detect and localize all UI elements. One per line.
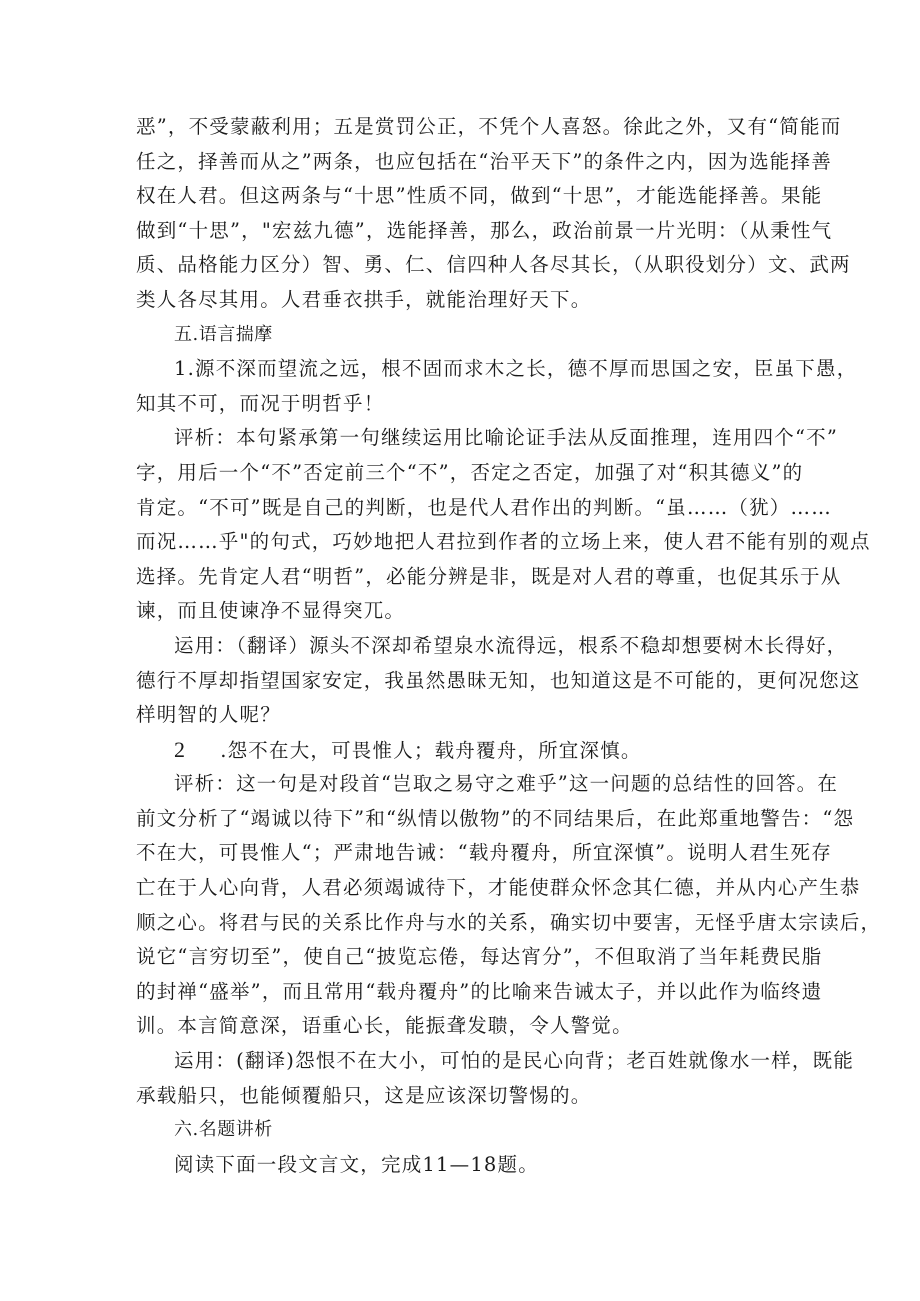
analysis-paragraph-2: 评析：这一句是对段首“岂取之易守之难乎”这一问题的总结性的回答。在 bbox=[174, 772, 839, 796]
text-line: 知其不可，而况于明哲乎！ bbox=[136, 391, 385, 415]
analysis-paragraph-1: 评析：本句紧承第一句继续运用比喻论证手法从反面推理，连用四个“不” bbox=[174, 426, 839, 450]
text-line: 训。本言简意深，语重心长，能振聋发聩，令人警觉。 bbox=[136, 1014, 633, 1038]
item-2-text bbox=[136, 733, 796, 768]
usage-paragraph-1: 运用：（翻译）源头不深却希望泉水流得远，根系不稳却想要树木长得好， bbox=[174, 633, 848, 657]
text-line: 亡在于人心向背，人君必须竭诚待下，才能使群众怀念其仁德，并从内心产生恭 bbox=[136, 876, 861, 900]
text-line: 恶”，不受蒙蔽利用；五是赏罚公正，不凭个人喜怒。徐此之外，又有“简能而 bbox=[136, 115, 842, 138]
text-line: 前文分析了“竭诚以待下”和“纵情以傲物”的不同结果后，在此郑重地警告：“怨 bbox=[136, 806, 855, 830]
document-page bbox=[136, 110, 882, 1182]
text-line: 而况……乎"的句式，巧妙地把人君拉到作者的立场上来，使人君不能有别的观点 bbox=[136, 530, 871, 554]
item-1-text: 1.源不深而望流之远，根不固而求木之长，德不厚而思国之安，臣虽下愚， bbox=[174, 357, 858, 381]
text-line: 任之，择善而从之”两条，也应包括在“治平天下”的条件之内，因为选能择善 bbox=[136, 149, 832, 173]
section-heading-6: 六.名题讲析 bbox=[174, 1119, 273, 1141]
text-line: 承载船只，也能倾覆船只，这是应该深切警惕的。 bbox=[136, 1083, 592, 1107]
item-number: 2 bbox=[174, 736, 187, 762]
text-line: 字，用后一个“不”否定前三个“不”，否定之否定，加强了对“积其德义”的 bbox=[136, 460, 804, 484]
text-line: 样明智的人呢？ bbox=[136, 703, 281, 727]
text-line: 权在人君。但这两条与“十思”性质不同，做到“十思”，才能选能择善。果能 bbox=[136, 184, 823, 208]
text-line: 德行不厚却指望国家安定，我虽然愚昧无知，也知道这是不可能的，更何况您这 bbox=[136, 668, 861, 692]
text-line: 说它“言穷切至”，使自己“披览忘倦，每达宵分”，不但取消了当年耗费民脂 bbox=[136, 945, 823, 969]
usage-paragraph-2: 运用：(翻译)怨恨不在大小，可怕的是民心向背；老百姓就像水一样，既能 bbox=[174, 1049, 855, 1073]
text-line: 肯定。“不可”既是自己的判断，也是代人君作出的判断。“虽……（犹）…… bbox=[136, 495, 832, 519]
text-line: 谏，而且使谏净不显得突兀。 bbox=[136, 599, 406, 623]
text-line: 的封禅“盛举”，而且常用“载舟覆舟”的比喻来告诫太子，并以此作为临终遗 bbox=[136, 979, 823, 1003]
text-line: 类人各尽其用。人君垂衣拱手，就能治理好天下。 bbox=[136, 287, 592, 311]
text-line: 顺之心。将君与民的关系比作舟与水的关系，确实切中要害，无怪乎唐太宗读后， bbox=[136, 910, 882, 934]
text-line: 不在大，可畏惟人“；严肃地告诫：“载舟覆舟，所宜深慎”。说明人君生死存 bbox=[136, 841, 832, 865]
item-2-sentence: .怨不在大，可畏惟人；载舟覆舟，所宜深慎。 bbox=[220, 738, 642, 762]
text-line: 选择。先肯定人君“明哲”，必能分辨是非，既是对人君的尊重，也促其乐于从 bbox=[136, 564, 842, 588]
text-line: 质、品格能力区分）智、勇、仁、信四种人各尽其长，（从职役划分）文、武两 bbox=[136, 253, 851, 277]
text-line: 做到“十思”，"宏兹九德”，选能择善，那么，政治前景一片光明：（从秉性气 bbox=[136, 218, 833, 242]
exercise-instruction: 阅读下面一段文言文，完成11—18题。 bbox=[174, 1152, 539, 1176]
section-heading-5: 五.语言揣摩 bbox=[174, 323, 273, 345]
